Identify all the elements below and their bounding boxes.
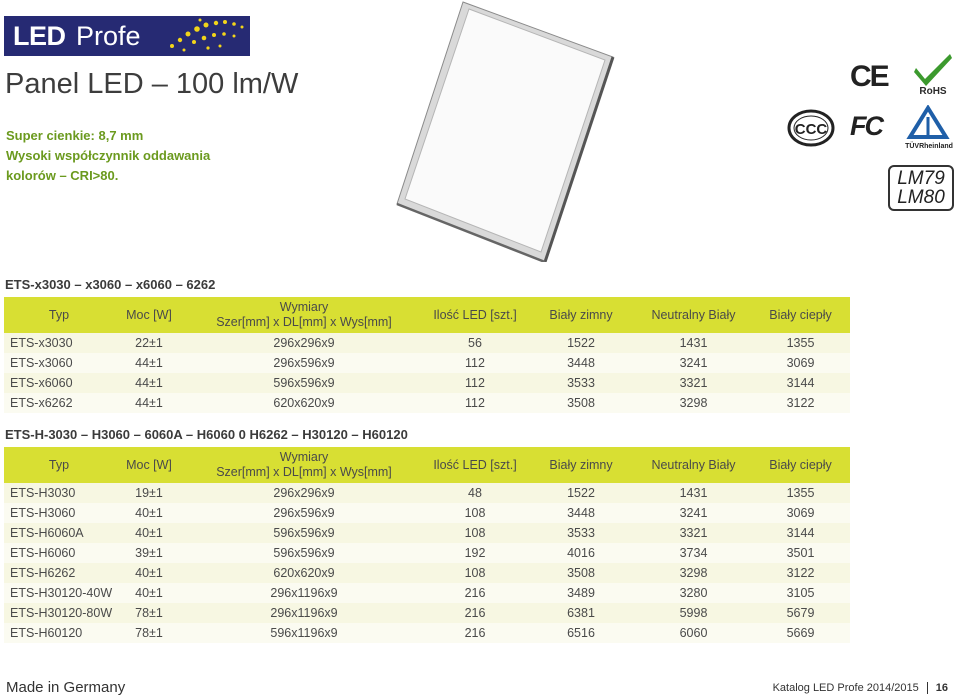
cell-zimny: 3508 bbox=[526, 563, 636, 583]
header-wymiary-title: Wymiary bbox=[279, 300, 329, 314]
cell-zimny: 1522 bbox=[526, 333, 636, 353]
header-moc: Moc [W] bbox=[114, 297, 184, 333]
catalog-footer bbox=[773, 682, 948, 694]
cell-neutralny: 3321 bbox=[636, 373, 751, 393]
cell-typ: ETS-H6060A bbox=[4, 523, 114, 543]
cell-wymiary: 296x596x9 bbox=[184, 503, 424, 523]
table-row bbox=[4, 623, 850, 643]
cell-moc: 78±1 bbox=[114, 623, 184, 643]
cell-typ: ETS-H30120-40W bbox=[4, 583, 114, 603]
cell-typ: ETS-H60120 bbox=[4, 623, 114, 643]
cell-cieply: 3144 bbox=[751, 523, 850, 543]
logo-profe-text: Profe bbox=[76, 21, 141, 51]
header-neutralny: Neutralny Biały bbox=[636, 297, 751, 333]
header-typ: Typ bbox=[4, 297, 114, 333]
cell-cieply: 3501 bbox=[751, 543, 850, 563]
cell-cieply: 3069 bbox=[751, 353, 850, 373]
cell-zimny: 1522 bbox=[526, 483, 636, 503]
feature-line-2: Wysoki współczynnik oddawania bbox=[6, 148, 211, 163]
spec-table-2 bbox=[4, 447, 850, 643]
table-row bbox=[4, 393, 850, 413]
cell-zimny: 4016 bbox=[526, 543, 636, 563]
header-neutralny: Neutralny Biały bbox=[636, 447, 751, 483]
cell-moc: 19±1 bbox=[114, 483, 184, 503]
table-row bbox=[4, 503, 850, 523]
cell-typ: ETS-H6262 bbox=[4, 563, 114, 583]
cell-typ: ETS-x3060 bbox=[4, 353, 114, 373]
cell-ilosc: 108 bbox=[424, 503, 526, 523]
lm79-lm80-badge bbox=[888, 165, 954, 211]
table-row bbox=[4, 373, 850, 393]
tuv-rheinland-icon bbox=[902, 105, 956, 150]
cell-typ: ETS-H3030 bbox=[4, 483, 114, 503]
cell-zimny: 3448 bbox=[526, 503, 636, 523]
cell-zimny: 3533 bbox=[526, 523, 636, 543]
cell-moc: 39±1 bbox=[114, 543, 184, 563]
header-zimny: Biały zimny bbox=[526, 297, 636, 333]
table-header-row bbox=[4, 447, 850, 483]
cell-zimny: 6516 bbox=[526, 623, 636, 643]
rohs-icon bbox=[912, 52, 954, 96]
cell-ilosc: 108 bbox=[424, 523, 526, 543]
cell-cieply: 3122 bbox=[751, 393, 850, 413]
cell-moc: 40±1 bbox=[114, 583, 184, 603]
cell-typ: ETS-x6060 bbox=[4, 373, 114, 393]
cell-moc: 44±1 bbox=[114, 393, 184, 413]
cell-zimny: 3508 bbox=[526, 393, 636, 413]
header-moc: Moc [W] bbox=[114, 447, 184, 483]
cell-ilosc: 112 bbox=[424, 373, 526, 393]
cell-wymiary: 296x296x9 bbox=[184, 483, 424, 503]
cell-wymiary: 620x620x9 bbox=[184, 393, 424, 413]
feature-line-3: kolorów – CRI>80. bbox=[6, 168, 119, 183]
cell-typ: ETS-H6060 bbox=[4, 543, 114, 563]
cell-ilosc: 48 bbox=[424, 483, 526, 503]
made-in-germany: Made in Germany bbox=[6, 679, 126, 696]
ccc-mark-icon bbox=[787, 109, 835, 147]
cell-wymiary: 296x1196x9 bbox=[184, 583, 424, 603]
feature-line-1: Super cienkie: 8,7 mm bbox=[6, 128, 144, 143]
led-panel-image bbox=[395, 0, 615, 262]
cell-cieply: 3144 bbox=[751, 373, 850, 393]
header-wymiary bbox=[184, 297, 424, 333]
cell-neutralny: 1431 bbox=[636, 333, 751, 353]
ce-mark-icon: CE bbox=[850, 60, 888, 93]
page-title: Panel LED – 100 lm/W bbox=[5, 68, 299, 100]
cell-ilosc: 216 bbox=[424, 583, 526, 603]
cell-typ: ETS-x6262 bbox=[4, 393, 114, 413]
cell-neutralny: 3298 bbox=[636, 393, 751, 413]
cell-neutralny: 3734 bbox=[636, 543, 751, 563]
cell-cieply: 5679 bbox=[751, 603, 850, 623]
cell-wymiary: 296x596x9 bbox=[184, 353, 424, 373]
cell-cieply: 5669 bbox=[751, 623, 850, 643]
cell-cieply: 3069 bbox=[751, 503, 850, 523]
rohs-label: RoHS bbox=[919, 86, 947, 96]
logo-led-text: LED bbox=[13, 21, 66, 51]
header-wymiary-sub: Szer[mm] x DL[mm] x Wys[mm] bbox=[216, 465, 392, 479]
cell-neutralny: 3321 bbox=[636, 523, 751, 543]
cell-ilosc: 108 bbox=[424, 563, 526, 583]
page-number: 16 bbox=[927, 682, 948, 694]
table-row bbox=[4, 353, 850, 373]
tuv-label: TÜVRheinland bbox=[905, 143, 953, 150]
cell-ilosc: 216 bbox=[424, 603, 526, 623]
header-cieply: Biały ciepły bbox=[751, 447, 850, 483]
fc-mark-icon: FC bbox=[850, 111, 882, 141]
cell-wymiary: 296x296x9 bbox=[184, 333, 424, 353]
ccc-label: CCC bbox=[794, 121, 828, 138]
cell-cieply: 1355 bbox=[751, 483, 850, 503]
cell-neutralny: 1431 bbox=[636, 483, 751, 503]
cell-ilosc: 216 bbox=[424, 623, 526, 643]
cell-ilosc: 192 bbox=[424, 543, 526, 563]
cell-wymiary: 596x596x9 bbox=[184, 543, 424, 563]
cell-wymiary: 596x1196x9 bbox=[184, 623, 424, 643]
cell-zimny: 3489 bbox=[526, 583, 636, 603]
cell-typ: ETS-H30120-80W bbox=[4, 603, 114, 623]
cell-typ: ETS-x3030 bbox=[4, 333, 114, 353]
section1-models-line: ETS-x3030 – x3060 – x6060 – 6262 bbox=[5, 277, 216, 292]
table-row bbox=[4, 523, 850, 543]
cell-moc: 40±1 bbox=[114, 563, 184, 583]
cell-zimny: 6381 bbox=[526, 603, 636, 623]
header-wymiary-title: Wymiary bbox=[279, 450, 329, 464]
cell-cieply: 1355 bbox=[751, 333, 850, 353]
cell-ilosc: 112 bbox=[424, 393, 526, 413]
header-cieply: Biały ciepły bbox=[751, 297, 850, 333]
cell-zimny: 3533 bbox=[526, 373, 636, 393]
cell-wymiary: 620x620x9 bbox=[184, 563, 424, 583]
spec-table-1 bbox=[4, 297, 850, 413]
table-header-row bbox=[4, 297, 850, 333]
cell-moc: 40±1 bbox=[114, 523, 184, 543]
cell-neutralny: 5998 bbox=[636, 603, 751, 623]
header-wymiary-sub: Szer[mm] x DL[mm] x Wys[mm] bbox=[216, 315, 392, 329]
header-ilosc: Ilość LED [szt.] bbox=[424, 297, 526, 333]
cell-neutralny: 3298 bbox=[636, 563, 751, 583]
table-row bbox=[4, 483, 850, 503]
table-row bbox=[4, 583, 850, 603]
table-row bbox=[4, 563, 850, 583]
cell-neutralny: 3280 bbox=[636, 583, 751, 603]
cell-wymiary: 596x596x9 bbox=[184, 523, 424, 543]
table-row bbox=[4, 603, 850, 623]
cell-zimny: 3448 bbox=[526, 353, 636, 373]
lm79-label: LM79 bbox=[897, 168, 945, 189]
cell-moc: 78±1 bbox=[114, 603, 184, 623]
brand-logo bbox=[4, 16, 250, 56]
lm80-label: LM80 bbox=[897, 187, 945, 208]
header-ilosc: Ilość LED [szt.] bbox=[424, 447, 526, 483]
cell-moc: 40±1 bbox=[114, 503, 184, 523]
table-row bbox=[4, 333, 850, 353]
cell-neutralny: 6060 bbox=[636, 623, 751, 643]
cell-moc: 44±1 bbox=[114, 353, 184, 373]
cell-neutralny: 3241 bbox=[636, 503, 751, 523]
cell-wymiary: 596x596x9 bbox=[184, 373, 424, 393]
section2-models-line: ETS-H-3030 – H3060 – 6060A – H6060 0 H6262 – H30120 – H60120 bbox=[5, 427, 408, 442]
cell-neutralny: 3241 bbox=[636, 353, 751, 373]
cell-cieply: 3105 bbox=[751, 583, 850, 603]
cell-moc: 22±1 bbox=[114, 333, 184, 353]
cell-moc: 44±1 bbox=[114, 373, 184, 393]
logo-dots-graphic bbox=[164, 16, 250, 56]
cell-wymiary: 296x1196x9 bbox=[184, 603, 424, 623]
table-row bbox=[4, 543, 850, 563]
cell-ilosc: 56 bbox=[424, 333, 526, 353]
cell-typ: ETS-H3060 bbox=[4, 503, 114, 523]
catalog-label: Katalog LED Profe 2014/2015 bbox=[772, 682, 919, 694]
header-zimny: Biały zimny bbox=[526, 447, 636, 483]
header-typ: Typ bbox=[4, 447, 114, 483]
header-wymiary bbox=[184, 447, 424, 483]
cell-cieply: 3122 bbox=[751, 563, 850, 583]
cell-ilosc: 112 bbox=[424, 353, 526, 373]
